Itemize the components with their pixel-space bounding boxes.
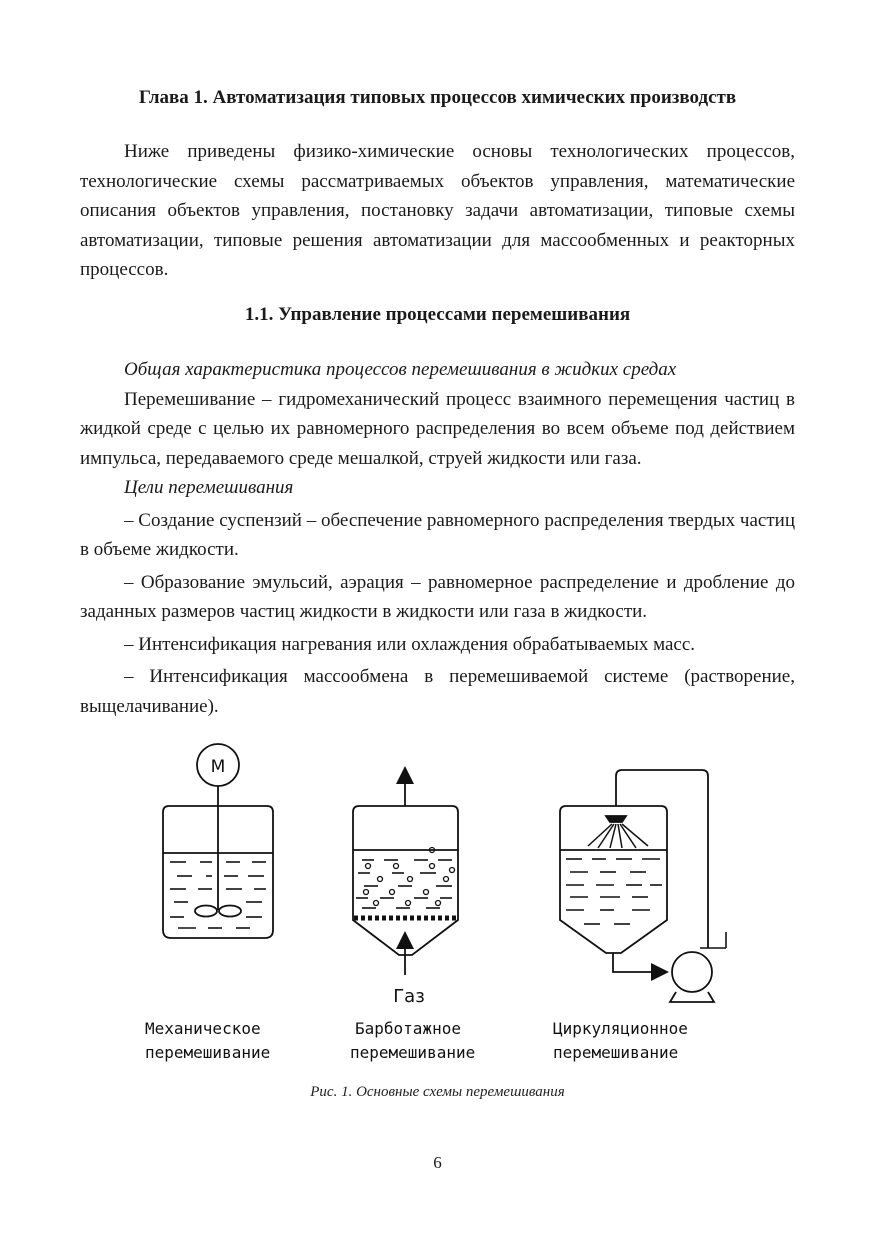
page-number: 6 (433, 1153, 442, 1172)
gas-bubbles (364, 848, 455, 906)
goal-item: – Интенсификация нагревания или охлаждения обрабатываемых масс. (124, 633, 696, 655)
label-mechanical-line2: перемешивание (145, 1043, 271, 1062)
figure-caption: Рис. 1. Основные схемы перемешивания (310, 1084, 565, 1100)
pump-base (670, 992, 714, 1002)
chapter-title: Глава 1. Автоматизация типовых процессов химических производств (138, 87, 737, 108)
motor-label: М (210, 757, 226, 777)
subheading-general: Общая характеристика процессов перемешивания в жидких средах (124, 359, 677, 380)
label-circulation-line1: Циркуляционное (553, 1019, 688, 1038)
label-mechanical-line1: Механическое (145, 1019, 261, 1038)
bubbling-vessel (353, 806, 458, 955)
label-bubbling-line2: перемешивание (350, 1043, 476, 1062)
spray-jets (588, 824, 648, 848)
circulation-mixer-diagram (560, 770, 726, 1002)
impeller-blade (195, 906, 217, 917)
goal-item: – Создание суспензий – обеспечение равномерного распределения твердых частиц в объеме жидкости. (80, 509, 795, 560)
circulation-vessel (560, 806, 667, 953)
section-title: 1.1. Управление процессами перемешивания (244, 304, 631, 325)
label-circulation-line2: перемешивание (553, 1043, 679, 1062)
bubbling-mixer-diagram (353, 775, 458, 975)
gas-label: Газ (393, 986, 425, 1007)
impeller-blade (219, 906, 241, 917)
label-bubbling-line1: Барботажное (355, 1019, 461, 1038)
intro-paragraph: Ниже приведены физико-химические основы технологических процессов, технологические схемы рассматриваемых объектов управления, математические описания объектов управления, постановку задачи автоматизации, типовые схемы автоматизации, типовые решения автоматизации для массообменных и реакторных процессов. (80, 141, 795, 280)
suction-pipe (613, 953, 660, 972)
circulation-pump-icon (672, 952, 712, 992)
spray-nozzle (606, 816, 626, 822)
goal-item: – Интенсификация массообмена в перемешиваемой системе (растворение, выщелачивание). (80, 666, 795, 717)
goal-item: – Образование эмульсий, аэрация – равномерное распределение и дробление до заданных размеров частиц жидкости в жидкости или газа в жидкости. (80, 571, 795, 622)
subheading-goals: Цели перемешивания (124, 477, 294, 498)
scheme-labels (145, 1019, 688, 1062)
definition-paragraph: Перемешивание – гидромеханический процесс взаимного перемещения частиц в жидкой среде с целью их равномерного распределения во всем объеме под действием импульса, передаваемого среде мешалкой, струей жидкости или газа. (80, 388, 795, 469)
